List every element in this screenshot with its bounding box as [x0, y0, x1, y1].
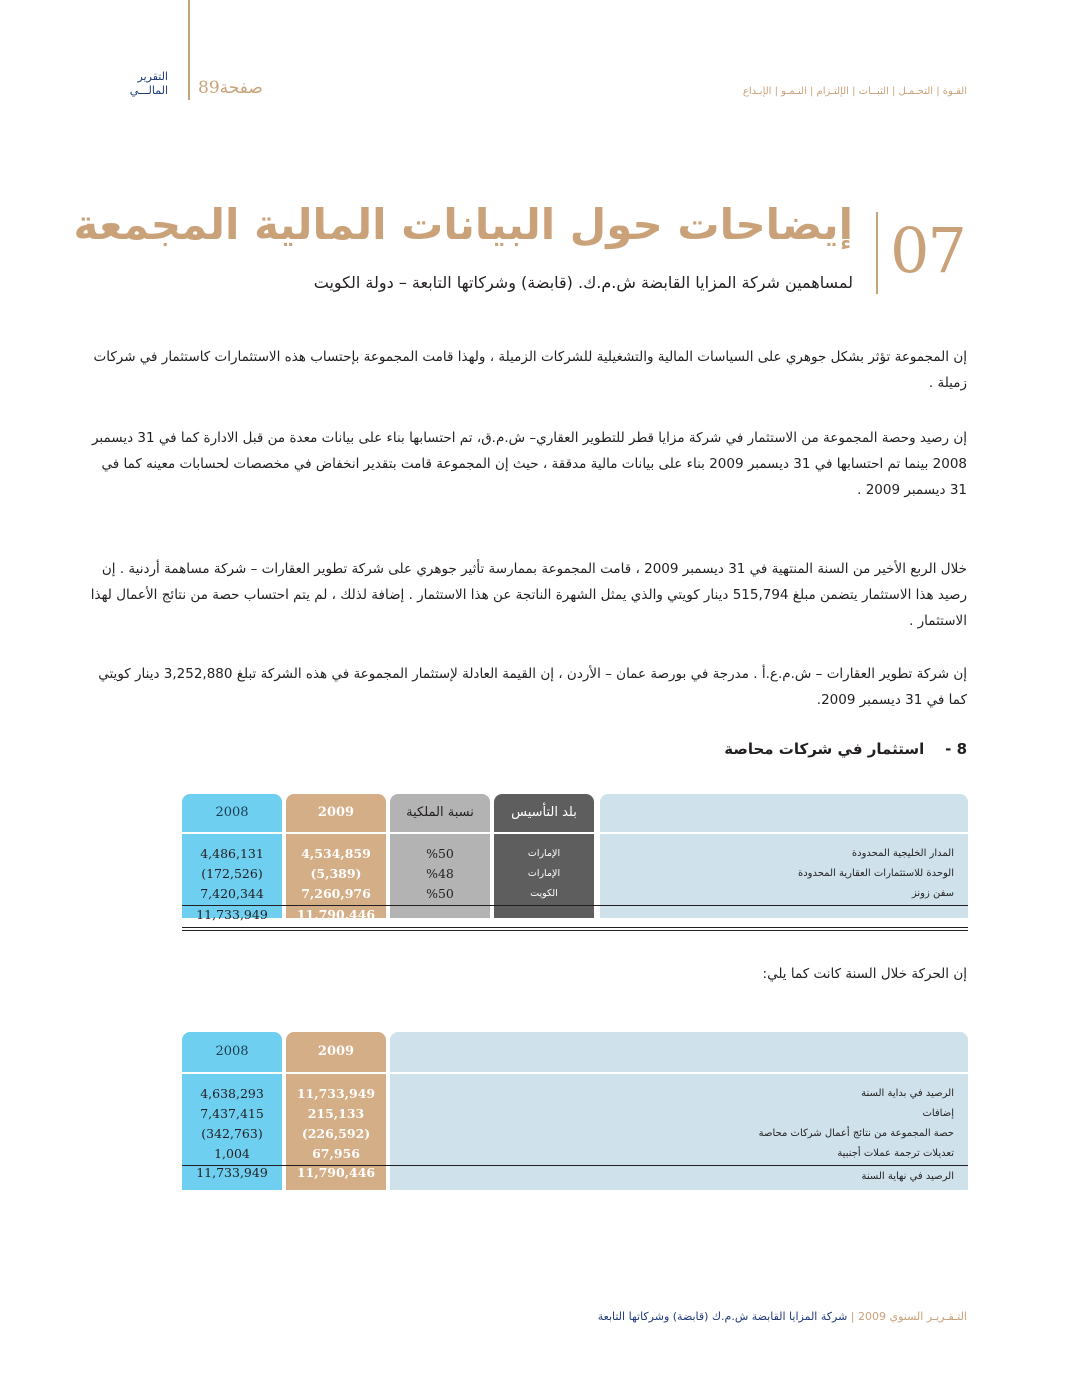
- header-2008: 2008: [182, 1032, 282, 1072]
- cell-2009: 11,733,949: [296, 1086, 376, 1101]
- cell-country: الكويت: [530, 888, 558, 899]
- header-2009: 2009: [286, 1032, 386, 1072]
- item-label: تعديلات ترجمة عملات أجنبية: [837, 1148, 954, 1159]
- cell-country: الإمارات: [527, 848, 561, 859]
- note-8-heading: [724, 740, 967, 758]
- section-divider: [876, 212, 878, 294]
- cell-ownership: %48: [426, 866, 454, 881]
- cell-2008: 7,420,344: [200, 886, 264, 901]
- section-title: إيضاحات حول البيانات المالية المجمعة: [73, 200, 853, 249]
- note-8-number: 8 -: [945, 740, 967, 758]
- values-strip: القـوة | التحـمـل | الثبــات | الإلتـزام | النـمـو | الإبـداع: [742, 86, 967, 97]
- cell-2008: 1,004: [214, 1146, 250, 1161]
- investments-table: [182, 794, 968, 932]
- cell-2009: 67,956: [312, 1146, 360, 1161]
- header-divider: [188, 0, 190, 100]
- cell-ownership: %50: [426, 846, 454, 861]
- paragraph-4: إن شركة تطوير العقارات – ش.م.ع.أ . مدرجة في بورصة عمان – الأردن ، إن القيمة العادلة لإستثمار المجموعة في هذه الشركة تبلغ 3,252,880 دينار كويتي كما في 31 ديسمبر 2009.: [98, 666, 967, 708]
- cell-2009: 215,133: [307, 1106, 365, 1121]
- cell-2009: (226,592): [301, 1126, 371, 1141]
- movement-sentence: إن الحركة خلال السنة كانت كما يلي:: [762, 966, 967, 982]
- total-2009: 11,790,446: [296, 1165, 376, 1180]
- cell-2009: 4,534,859: [301, 846, 371, 861]
- cell-2008: 7,437,415: [200, 1106, 264, 1121]
- company-name: المدار الخليجية المحدودة: [851, 848, 954, 859]
- footer: [598, 1310, 967, 1323]
- header-country: بلد التأسيس: [494, 794, 594, 832]
- company-name: سفن زونز: [911, 888, 954, 899]
- section-subtitle: لمساهمين شركة المزايا القابضة ش.م.ك. (قابضة) وشركاتها التابعة – دولة الكويت: [313, 273, 853, 292]
- header-ownership: نسبة الملكية: [390, 794, 490, 832]
- note-8-title: استثمار في شركات محاصة: [724, 740, 925, 758]
- page-number: صفحة89: [198, 78, 263, 98]
- cell-ownership: %50: [426, 886, 454, 901]
- col-company-names: [600, 834, 968, 904]
- item-label: الرصيد في بداية السنة: [861, 1088, 954, 1099]
- total-label: الرصيد في نهاية السنة: [861, 1171, 954, 1182]
- paragraph-1: إن المجموعة تؤثر بشكل جوهري على السياسات المالية والتشغيلية للشركات الزميلة ، ولهذا قامت المجموعة بإحتساب هذه الاستثمارات كاستثمار في شركات زميلة .: [93, 349, 967, 391]
- footer-company: شركة المزايا القابضة ش.م.ك (قابضة) وشركاتها التابعة: [597, 1310, 848, 1323]
- table-bottom-rule: [182, 930, 968, 931]
- total-2009: 11,790,446: [296, 907, 376, 922]
- section-number: 07: [890, 214, 965, 287]
- item-label: إضافات: [922, 1108, 954, 1119]
- report-label-line2: المالـــي: [129, 84, 168, 97]
- paragraph-3: خلال الربع الأخير من السنة المنتهية في 31 ديسمبر 2009 ، قامت المجموعة بممارسة تأثير جوهري على شركة تطوير العقارات – شركة مساهمة أردنية . إن رصيد هذا الاستثمار يتضمن مبلغ 515,794 دينار كويتي والذي يمثل الشهرة الناتجة عن هذا الاستثمار . إضافة لذلك ، لم يتم احتساب حصة من نتائج الأعمال لهذا الاستثمار .: [90, 561, 967, 629]
- cell-2008: 4,638,293: [200, 1086, 264, 1101]
- paragraph-2: إن رصيد وحصة المجموعة من الاستثمار في شركة مزايا قطر للتطوير العقاري– ش.م.ق، تم احتسابها بناء على بيانات معدة من قبل الادارة كما في 31 ديسمبر 2008 بينما تم احتسابها في 31 ديسمبر 2009 بناء على بيانات مالية مدققة ، حيث إن المجموعة قامت بتقدير انخفاض في مخصصات لحسابات معينه كما في 31 ديسمبر 2009 .: [91, 430, 967, 498]
- footer-divider: |: [850, 1310, 855, 1323]
- header-2009: 2009: [286, 794, 386, 832]
- cell-2009: (5,389): [310, 866, 362, 881]
- total-2008: 11,733,949: [196, 1165, 268, 1180]
- item-label: حصة المجموعة من نتائج أعمال شركات محاصة: [758, 1128, 954, 1139]
- company-name: الوحدة للاستثمارات العقارية المحدودة: [797, 868, 954, 879]
- footer-report: التـقـريـر السنوي 2009: [858, 1310, 967, 1323]
- cell-country: الإمارات: [527, 868, 561, 879]
- cell-2009: 7,260,976: [301, 886, 371, 901]
- movement-table: [182, 1032, 968, 1192]
- report-label: [128, 70, 168, 98]
- report-label-line1: التقرير: [137, 70, 168, 83]
- total-2008: 11,733,949: [196, 907, 268, 922]
- cell-2008: 4,486,131: [200, 846, 264, 861]
- cell-2008: (342,763): [201, 1126, 263, 1141]
- header-2008: 2008: [182, 794, 282, 832]
- table-bottom-rule: [182, 927, 968, 928]
- cell-2008: (172,526): [201, 866, 263, 881]
- col-item-labels: [390, 1074, 968, 1164]
